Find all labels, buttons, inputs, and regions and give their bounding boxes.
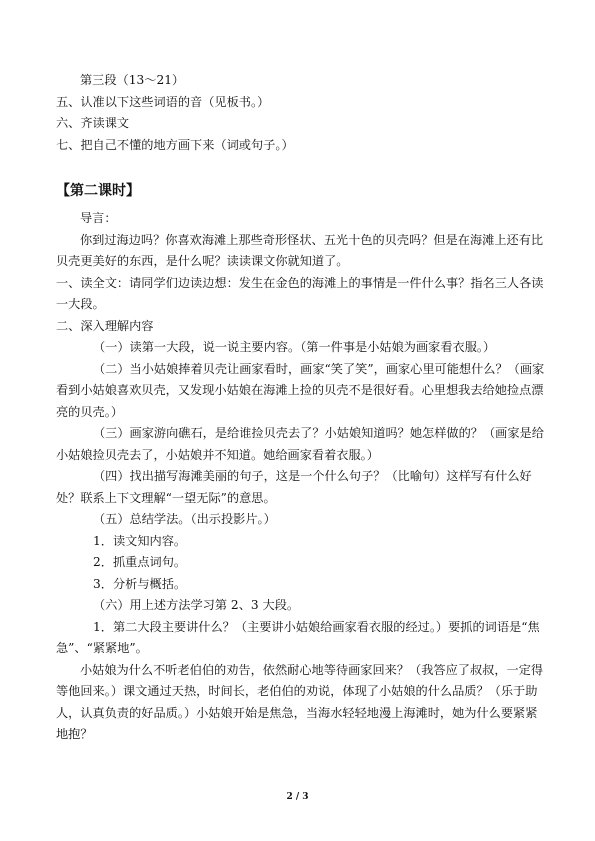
item-one: （一）读第一大段，说一说主要内容。（第一件事是小姑娘为画家看衣服。）: [93, 340, 496, 354]
question-one-detail: 小姑娘为什么不听老伯伯的劝告，依然耐心地等待画家回来？（我答应了叔叔，一定得等他回来。）课文通过天热，时间长，老伯伯的劝说，体现了小姑娘的什么品质？（乐于助人，认真负责的好品质。）小姑娘开始是焦急，当海水轻轻地漫上海滩时，她为什么要紧紧地抱？: [56, 662, 544, 741]
step-five: 五、认准以下这些词语的音（见板书。）: [56, 94, 270, 109]
method-step-three: 3．分析与概括。: [93, 576, 187, 591]
step-six: 六、齐读课文: [56, 116, 130, 130]
method-step-one: 1．读文知内容。: [93, 533, 187, 548]
method-step-two: 2．抓重点词句。: [93, 555, 187, 569]
section-title: 【第二课时】: [56, 183, 140, 199]
step-seven: 七、把自己不懂的地方画下来（词或句子。）: [56, 137, 294, 152]
paragraph-segment-three: 第三段（13～21）: [80, 73, 185, 87]
intro-text: 你到过海边吗？你喜欢海滩上那些奇形怪状、五光十色的贝壳吗？但是在海滩上还有比贝壳更美好的东西，是什么呢？读读课文你就知道了。: [56, 232, 544, 268]
item-two: （二）当小姑娘捧着贝壳让画家看时，画家“笑了笑”，画家心里可能想什么？（画家看到小姑娘喜欢贝壳，又发现小姑娘在海滩上捡的贝壳不是很好看。心里想我去给她捡点漂亮的贝壳。）: [56, 361, 545, 419]
question-one: 1．第二大段主要讲什么？（主要讲小姑娘给画家看衣服的经过。）要抓的词语是“焦急”、“紧紧地”。: [56, 619, 540, 655]
item-four: （四）找出描写海滩美丽的句子，这是一个什么句子？（比喻句）这样写有什么好处？联系上下文理解“一望无际”的意思。: [56, 469, 532, 505]
page-number: 2 / 3: [286, 792, 309, 802]
item-five: （五）总结学法。（出示投影片。）: [93, 512, 276, 526]
intro-label: 导言：: [80, 211, 117, 225]
step-one: 一、读全文：请同学们边读边想：发生在金色的海滩上的事情是一件什么事？指名三人各读一大段。: [56, 275, 544, 311]
document-body: [56, 70, 546, 746]
item-six: （六）用上述方法学习第 2、3 大段。: [93, 598, 300, 612]
item-three: （三）画家游向礁石，是给谁捡贝壳去了？小姑娘知道吗？她怎样做的？（画家是给小姑娘捡贝壳去了，小姑娘并不知道。她给画家看着衣服。）: [56, 426, 544, 462]
step-two: 二、深入理解内容: [56, 318, 154, 333]
